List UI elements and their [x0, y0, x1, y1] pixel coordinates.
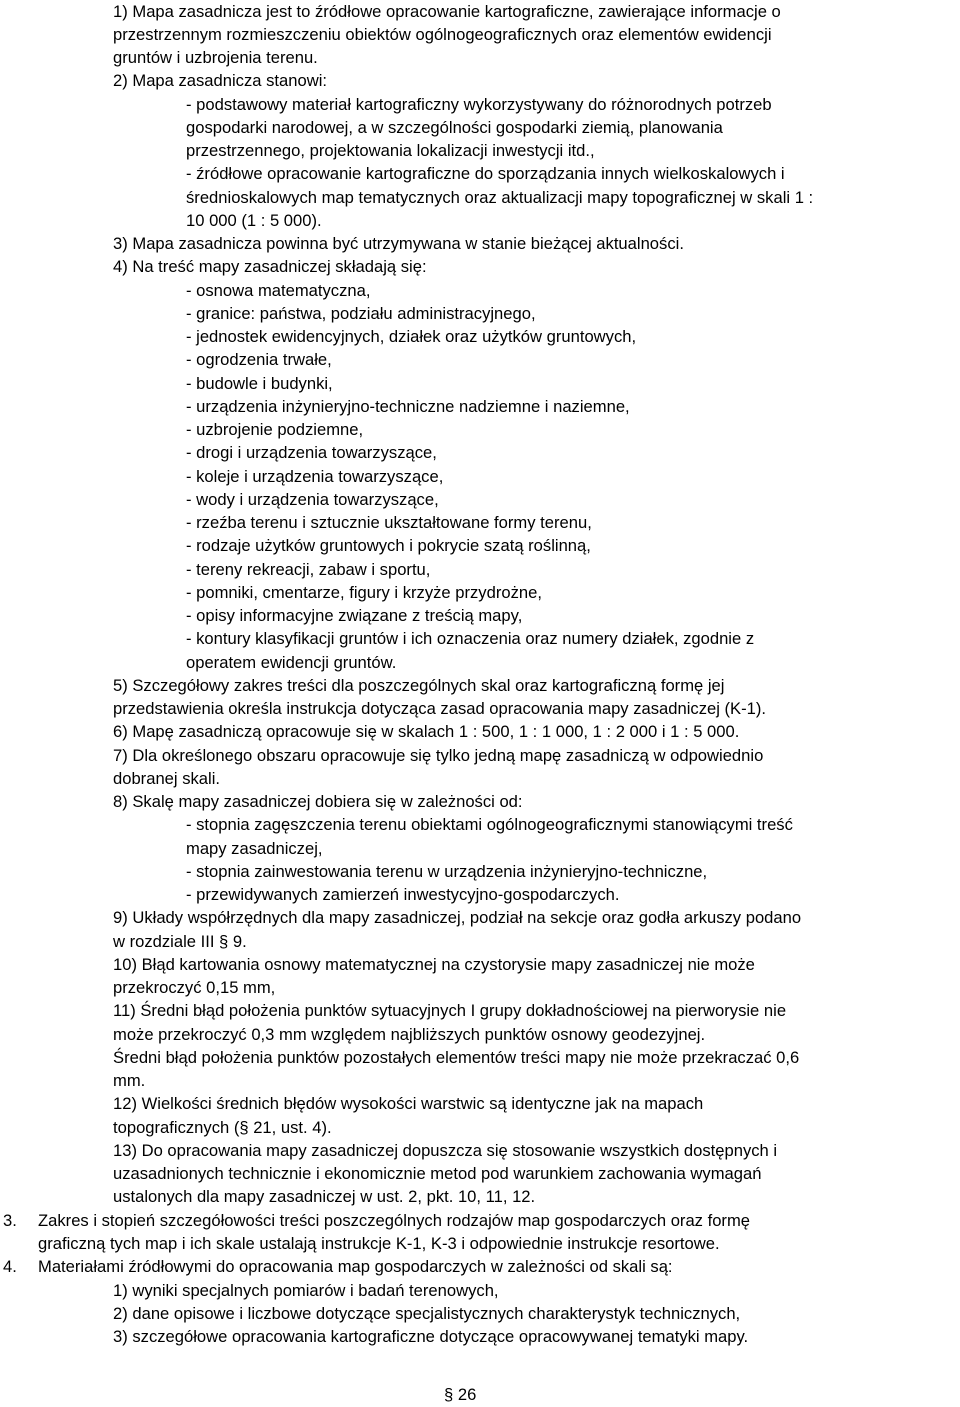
text-line: 1) wyniki specjalnych pomiarów i badań terenowych,: [113, 1281, 499, 1300]
text-line: ustalonych dla mapy zasadniczej w ust. 2, pkt. 10, 11, 12.: [113, 1187, 536, 1206]
text-line: 7) Dla określonego obszaru opracowuje się tylko jedną mapę zasadniczą w odpowiednio: [113, 746, 764, 765]
text-line: - podstawowy materiał kartograficzny wykorzystywany do różnorodnych potrzeb: [186, 95, 772, 114]
text-line: - wody i urządzenia towarzyszące,: [186, 490, 439, 509]
text-line: 2) Mapa zasadnicza stanowi:: [113, 71, 327, 90]
text-line: Materiałami źródłowymi do opracowania map gospodarczych w zależności od skali są:: [38, 1257, 673, 1276]
text-line: - granice: państwa, podziału administracyjnego,: [186, 304, 536, 323]
text-line: średnioskalowych map tematycznych oraz aktualizacji mapy topograficznej w skali 1 :: [186, 188, 814, 207]
text-line: - ogrodzenia trwałe,: [186, 350, 332, 369]
text-line: 8) Skalę mapy zasadniczej dobiera się w zależności od:: [113, 792, 523, 811]
text-line: graficzną tych map i ich skale ustalają instrukcje K-1, K-3 i odpowiednie instrukcje resortowe.: [38, 1234, 720, 1253]
text-line: - źródłowe opracowanie kartograficzne do sporządzania innych wielkoskalowych i: [186, 164, 785, 183]
text-line: 6) Mapę zasadniczą opracowuje się w skalach 1 : 500, 1 : 1 000, 1 : 2 000 i 1 : 5 000.: [113, 722, 740, 741]
text-line: dobranej skali.: [113, 769, 221, 788]
text-line: 4) Na treść mapy zasadniczej składają się:: [113, 257, 427, 276]
page-number: § 26: [444, 1385, 477, 1404]
text-line: 13) Do opracowania mapy zasadniczej dopuszcza się stosowanie wszystkich dostępnych i: [113, 1141, 778, 1160]
text-line: - rodzaje użytków gruntowych i pokrycie szatą roślinną,: [186, 536, 591, 555]
text-line: 12) Wielkości średnich błędów wysokości warstwic są identyczne jak na mapach: [113, 1094, 704, 1113]
text-line: Średni błąd położenia punktów pozostałych elementów treści mapy nie może przekraczać 0,6: [113, 1048, 800, 1067]
text-line: operatem ewidencji gruntów.: [186, 653, 397, 672]
text-line: 2) dane opisowe i liczbowe dotyczące specjalistycznych charakterystyk technicznych,: [113, 1304, 741, 1323]
text-line: - jednostek ewidencyjnych, działek oraz użytków gruntowych,: [186, 327, 637, 346]
text-line: gospodarki narodowej, a w szczególności gospodarki ziemią, planowania: [186, 118, 723, 137]
text-line: mapy zasadniczej,: [186, 839, 323, 858]
text-line: - kontury klasyfikacji gruntów i ich oznaczenia oraz numery działek, zgodnie z: [186, 629, 755, 648]
text-line: może przekroczyć 0,3 mm względem najbliższych punktów osnowy geodezyjnej.: [113, 1025, 706, 1044]
text-line: 10 000 (1 : 5 000).: [186, 211, 322, 230]
text-line: topograficznych (§ 21, ust. 4).: [113, 1118, 332, 1137]
text-line: - budowle i budynki,: [186, 374, 333, 393]
text-line: 9) Układy współrzędnych dla mapy zasadniczej, podział na sekcje oraz godła arkuszy podano: [113, 908, 802, 927]
section-number: 3.: [3, 1211, 17, 1230]
text-line: - drogi i urządzenia towarzyszące,: [186, 443, 437, 462]
text-line: przekroczyć 0,15 mm,: [113, 978, 276, 997]
text-line: 11) Średni błąd położenia punktów sytuacyjnych I grupy dokładnościowej na pierworysie nie: [113, 1001, 787, 1020]
text-line: - rzeźba terenu i sztucznie ukształtowane formy terenu,: [186, 513, 592, 532]
text-line: gruntów i uzbrojenia terenu.: [113, 48, 318, 67]
text-line: w rozdziale III § 9.: [113, 932, 247, 951]
text-line: - stopnia zainwestowania terenu w urządzenia inżynieryjno-techniczne,: [186, 862, 708, 881]
text-line: - tereny rekreacji, zabaw i sportu,: [186, 560, 431, 579]
text-line: 5) Szczegółowy zakres treści dla poszczególnych skal oraz kartograficzną formę jej: [113, 676, 725, 695]
text-line: - stopnia zagęszczenia terenu obiektami ogólnogeograficznymi stanowiącymi treść: [186, 815, 793, 834]
text-line: - pomniki, cmentarze, figury i krzyże przydrożne,: [186, 583, 542, 602]
text-line: 10) Błąd kartowania osnowy matematycznej na czystorysie mapy zasadniczej nie może: [113, 955, 755, 974]
text-line: przestrzennym rozmieszczeniu obiektów ogólnogeograficznych oraz elementów ewidencji: [113, 25, 772, 44]
text-line: - opisy informacyjne związane z treścią mapy,: [186, 606, 523, 625]
section-number: 4.: [3, 1257, 17, 1276]
text-line: przestrzennego, projektowania lokalizacji inwestycji itd.,: [186, 141, 595, 160]
text-line: 3) Mapa zasadnicza powinna być utrzymywana w stanie bieżącej aktualności.: [113, 234, 684, 253]
text-line: uzasadnionych technicznie i ekonomicznie metod pod warunkiem zachowania wymagań: [113, 1164, 762, 1183]
text-line: - osnowa matematyczna,: [186, 281, 371, 300]
text-line: - uzbrojenie podziemne,: [186, 420, 364, 439]
text-line: - koleje i urządzenia towarzyszące,: [186, 467, 444, 486]
text-line: 1) Mapa zasadnicza jest to źródłowe opracowanie kartograficzne, zawierające informacje o: [113, 2, 781, 21]
text-line: mm.: [113, 1071, 146, 1090]
text-line: przedstawienia określa instrukcja dotycząca zasad opracowania mapy zasadniczej (K-1).: [113, 699, 766, 718]
text-line: 3) szczegółowe opracowania kartograficzne dotyczące opracowywanej tematyki mapy.: [113, 1327, 749, 1346]
text-line: - przewidywanych zamierzeń inwestycyjno-gospodarczych.: [186, 885, 620, 904]
text-line: Zakres i stopień szczegółowości treści poszczególnych rodzajów map gospodarczych oraz formę: [38, 1211, 750, 1230]
text-line: - urządzenia inżynieryjno-techniczne nadziemne i naziemne,: [186, 397, 630, 416]
